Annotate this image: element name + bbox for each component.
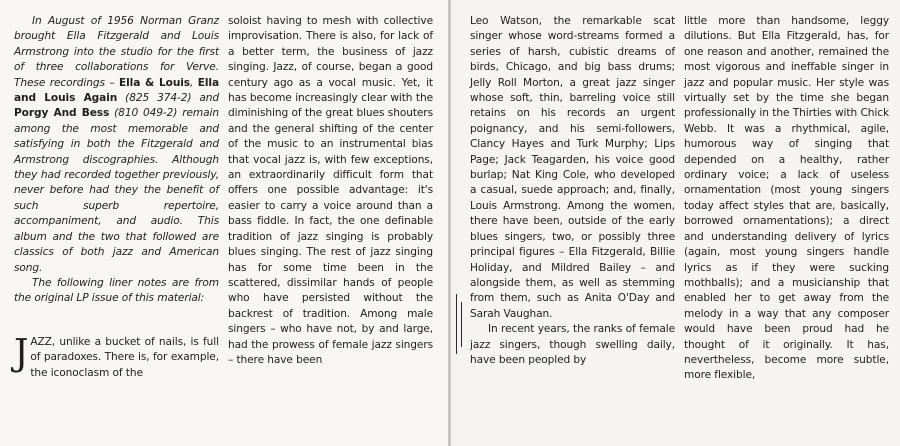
column-3 — [470, 14, 675, 368]
column-2 — [228, 14, 433, 368]
column-1 — [14, 14, 219, 381]
column-3-paragraph-2: In recent years, the ranks of female jazz singers, though swelling daily, have been peopled by — [470, 323, 675, 366]
column-2-text: soloist having to mesh with collective improvisation. There is also, for lack of a better term, the business of jazz singing. Jazz, of course, began a good century ago as a vocal music. Yet, it has become increasingly clear with the diminishing of the great blues shouters and the general shifting of the center of the music to an instrumental bias that vocal jazz is, with few exceptions, an extraordinarily difficult form that offers one possible advantage: it's easier to carry a voice around than a bass fiddle. In fact, the one definable tradition of jazz singing is probably blues singing. The rest of jazz singing has for some time been in the scattered, dissimilar hands of people who have persisted without the backrest of tradition. Among male singers – who have not, by and large, had the prowess of female jazz singers – there have been — [228, 15, 433, 366]
drop-cap: J — [14, 332, 29, 374]
intro-paragraph-2: The following liner notes are from the original LP issue of this material: — [14, 276, 219, 305]
intro-note — [14, 14, 219, 307]
intro-paragraph-1: In August of 1956 Norman Granz brought Ella Fitzgerald and Louis Armstrong into the studio for the first of three collaborations for Verve. These recordings – Ella & Louis, Ella and Louis Again (825 374-2) and Porgy And Bess (810 049-2) remain among the most memorable and satisfying in both the Fitzgerald and Armstrong discographies. Although they had recorded together previously, never before had they the benefit of such superb repertoire, accompaniment, and audio. This album and the two that followed are classics of both jazz and American song. — [14, 15, 220, 274]
album-title-ella-and-louis-again: Ella and Louis Again — [14, 76, 219, 105]
column-3-paragraph-1: Leo Watson, the remarkable scat singer whose word-streams formed a series of harsh, cubistic dreams of birds, Chicago, and big bass drums; Jelly Roll Morton, a great jazz singer whose soft, thin, barreling voice still retains on his records an urgent poignancy, and his semi-followers, Clancy Hayes and Turk Murphy; Lips Page; Jack Teagarden, his voice good burlap; Nat King Cole, who developed a casual, suede approach; and, finally, Louis Armstrong. Among the women, there have been, outside of the early blues singers, two, or possibly three principal figures – Ella Fitzgerald, Billie Holiday, and Mildred Bailey – and alongside them, as well as stemming from them, such as Anita O'Day and Sarah Vaughan. — [470, 15, 675, 320]
margin-mark — [456, 294, 457, 354]
margin-mark — [461, 302, 462, 347]
column-4 — [684, 14, 889, 384]
liner-notes-start: JAZZ, unlike a bucket of nails, is full of paradoxes. There is, for example, the iconoclasm of the — [14, 332, 219, 379]
album-title-ella-and-louis: Ella & Louis — [119, 76, 190, 89]
album-title-porgy-and-bess: Porgy And Bess — [14, 107, 110, 120]
column-4-text: little more than handsome, leggy dilutions. But Ella Fitzgerald, has, for one reason and another, remained the most vigorous and ineffable singer in jazz and popular music. Her style was virtually set by the time she began professionally in the Thirties with Chick Webb. It was a rhythmical, agile, humorous way of singing that depended on a healthy, rather ordinary voice; a lack of useless ornamentation (most young singers today affect styles that are, basically, borrowed ornamentations); a direct and understanding delivery of lyrics (again, most young singers handle lyrics as if they were sucking mothballs); and a musicianship that enabled her to get away from the melody in a way that any composer would have been proud had he thought of it originally. It has, nevertheless, become more subtle, more flexible, — [684, 15, 889, 382]
right-page — [451, 0, 900, 446]
left-page — [0, 0, 449, 446]
